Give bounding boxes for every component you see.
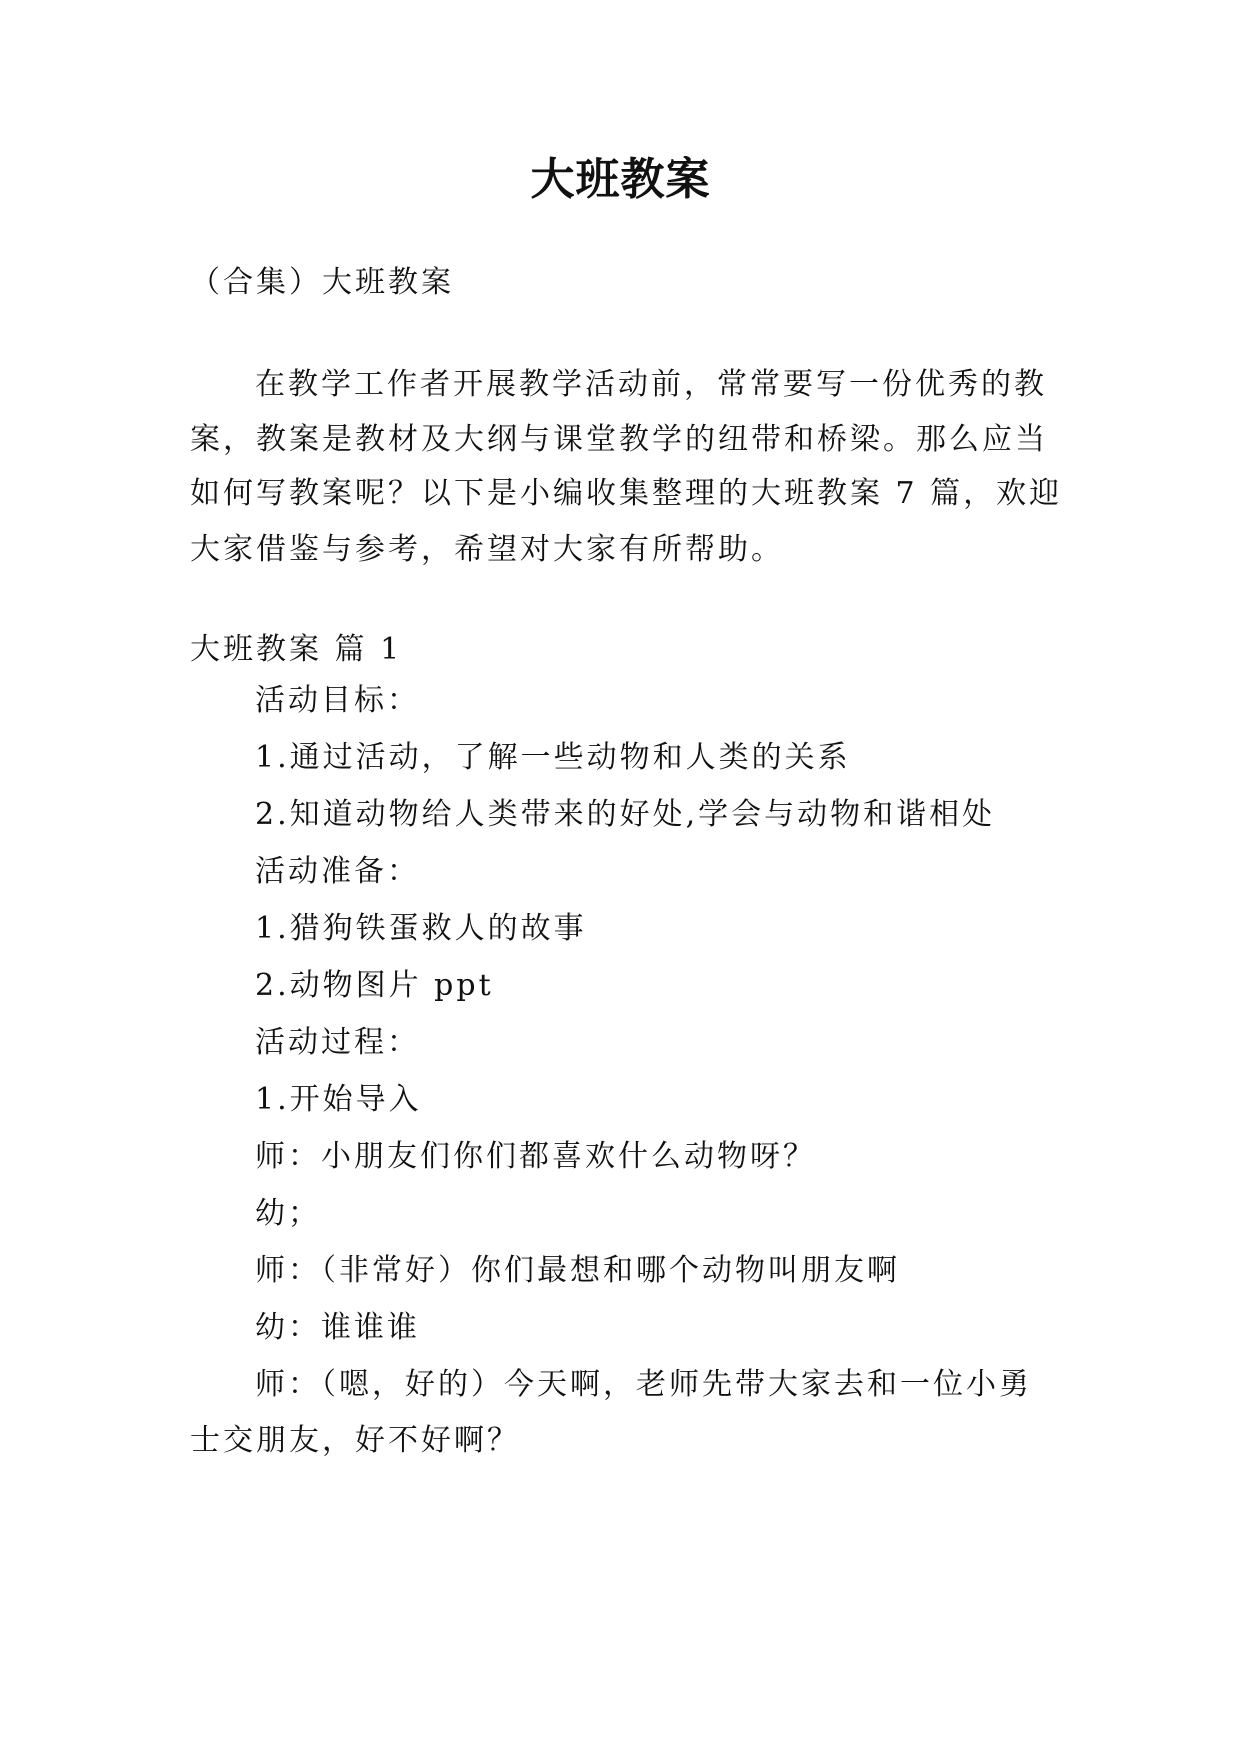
intro-line-3: 如何写教案呢？以下是小编收集整理的大班教案 7 篇，欢迎 [190, 476, 1063, 511]
intro-line-4: 大家借鉴与参考，希望对大家有所帮助。 [190, 532, 784, 567]
body-line: 幼； [255, 1196, 321, 1231]
body-line: 1.开始导入 [255, 1082, 422, 1117]
body-line: 活动目标： [255, 683, 420, 718]
intro-line-2: 案，教案是教材及大纲与课堂教学的纽带和桥梁。那么应当 [190, 422, 1048, 457]
body-line: 幼：谁谁谁 [255, 1310, 420, 1345]
body-line: 2.知道动物给人类带来的好处,学会与动物和谐相处 [255, 797, 996, 832]
body-line: 1.通过活动，了解一些动物和人类的关系 [255, 740, 851, 775]
intro-line-1: 在教学工作者开展教学活动前，常常要写一份优秀的教 [255, 367, 1047, 402]
body-line: 2.动物图片 ppt [255, 968, 494, 1003]
section-heading: 大班教案 篇 1 [190, 632, 403, 667]
body-line: 师：（嗯，好的）今天啊，老师先带大家去和一位小勇 [255, 1367, 1032, 1402]
body-line: 活动准备： [255, 854, 420, 889]
body-line: 活动过程： [255, 1025, 420, 1060]
body-line: 师：小朋友们你们都喜欢什么动物呀？ [255, 1139, 816, 1174]
body-line: 士交朋友，好不好啊？ [190, 1423, 520, 1458]
subtitle: （合集）大班教案 [190, 265, 454, 300]
page-title: 大班教案 [530, 154, 711, 205]
body-line: 1.猎狗铁蛋救人的故事 [255, 911, 587, 946]
body-line: 师：（非常好）你们最想和哪个动物叫朋友啊 [255, 1253, 900, 1288]
